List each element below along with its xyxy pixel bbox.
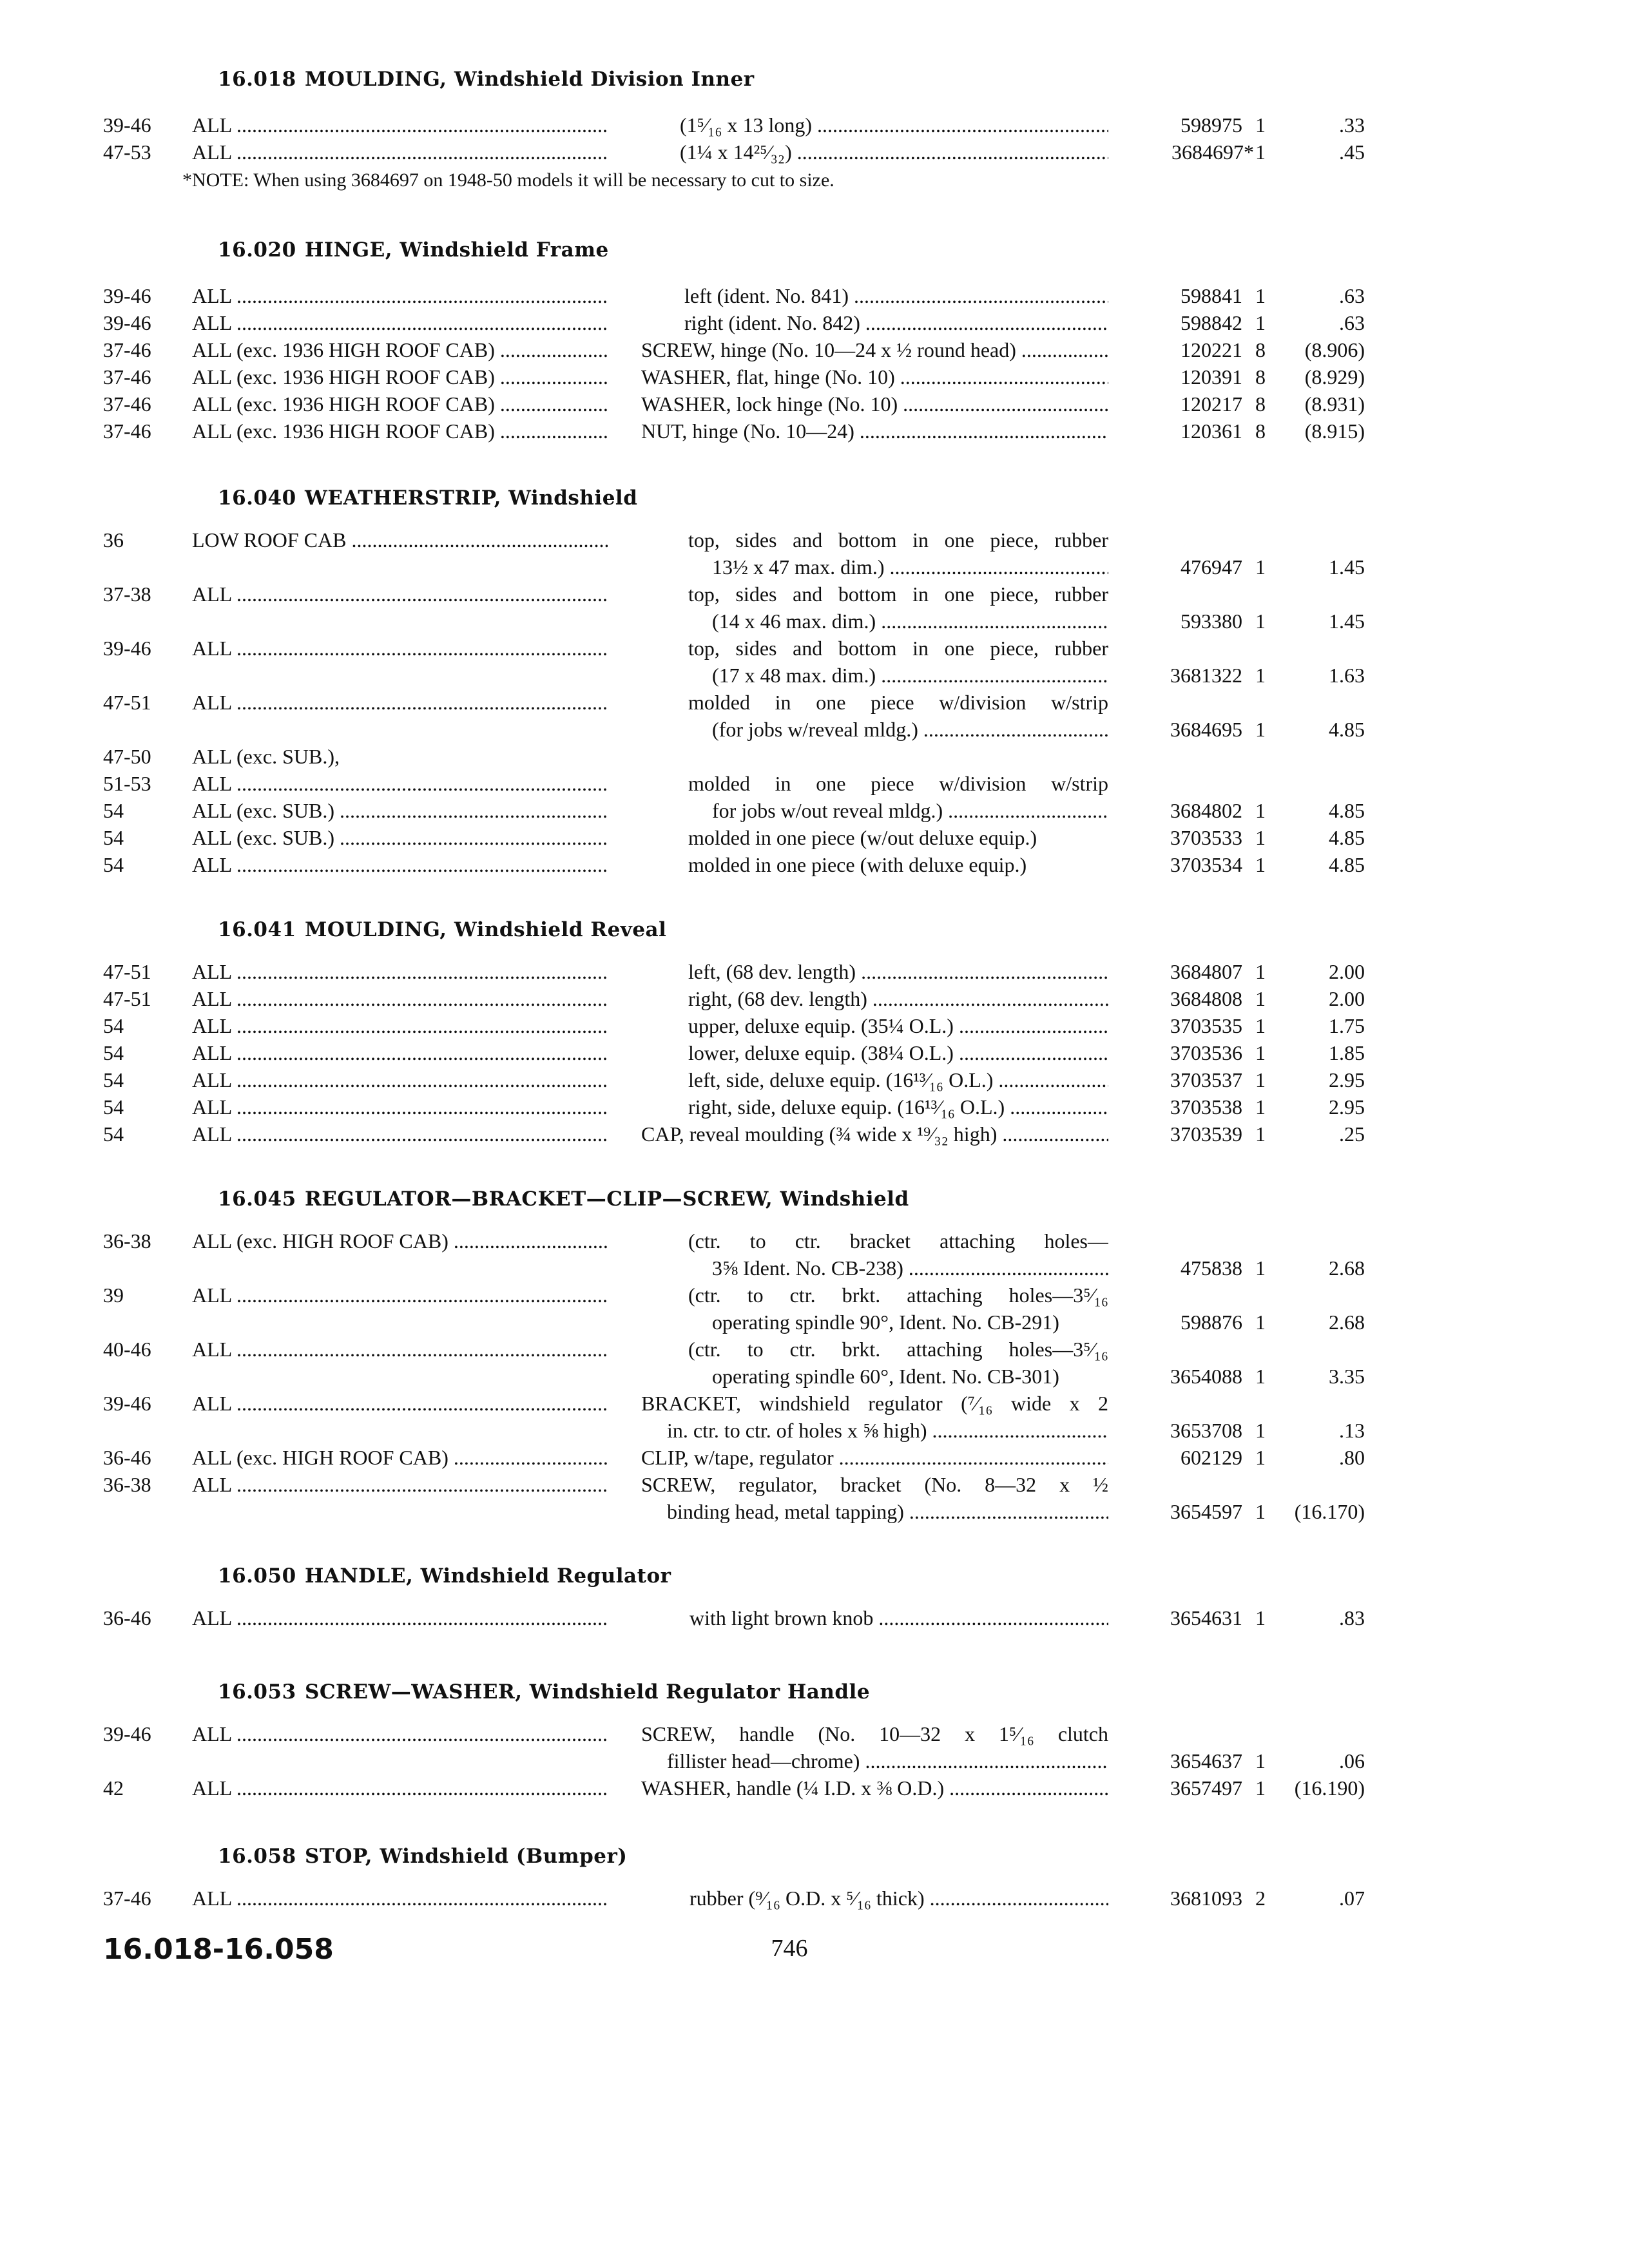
year-range: 36-46 — [103, 1606, 151, 1629]
model: ALL (exc. SUB.) ..... — [192, 797, 608, 824]
year-range: 54 — [103, 1068, 124, 1091]
description: WASHER, flat, hinge (No. 10) ..... — [641, 363, 1108, 390]
section-heading — [218, 1845, 627, 1868]
quantity: 1 — [1255, 1122, 1266, 1146]
model: ALL ..... — [192, 1336, 608, 1363]
description: right (ident. No. 842) ..... — [684, 309, 1108, 336]
year-range: 54 — [103, 1095, 124, 1119]
section-title: WEATHERSTRIP, Windshield — [305, 486, 638, 510]
quantity: 1 — [1255, 311, 1266, 334]
description: top, sides and bottom in one piece, rubber — [688, 637, 1108, 660]
price: 1.75 — [1329, 1014, 1365, 1037]
model: ALL ..... — [192, 581, 608, 608]
year-range: 54 — [103, 1041, 124, 1064]
model: LOW ROOF CAB ..... — [192, 526, 608, 553]
section-heading — [218, 1187, 909, 1211]
year-range: 39-46 — [103, 1392, 151, 1415]
price: .63 — [1339, 284, 1365, 307]
parts-row — [0, 581, 1629, 608]
quantity: 1 — [1255, 799, 1266, 822]
price: 2.68 — [1329, 1256, 1365, 1280]
price: 1.63 — [1329, 664, 1365, 687]
model: ALL ..... — [192, 1720, 608, 1747]
parts-row — [0, 336, 1629, 363]
parts-row — [0, 1254, 1629, 1282]
part-number: 3703538 — [1170, 1095, 1242, 1119]
price: .80 — [1339, 1446, 1365, 1469]
quantity: 1 — [1255, 1446, 1266, 1469]
part-number: 3654631 — [1170, 1606, 1242, 1629]
part-number: 3657497 — [1170, 1776, 1242, 1800]
model: ALL ..... — [192, 985, 608, 1012]
model: ALL ..... — [192, 958, 608, 985]
part-number: 120361 — [1181, 419, 1242, 443]
year-range: 47-50 — [103, 745, 151, 768]
price: .45 — [1339, 140, 1365, 164]
section-heading — [218, 238, 609, 262]
description: (1⁵⁄₁₆ x 13 long) ..... — [680, 111, 1108, 139]
description: WASHER, handle (¼ I.D. x ⅜ O.D.) ..... — [641, 1774, 1108, 1802]
description: molded in one piece (w/out deluxe equip.) — [688, 826, 1037, 849]
description: left, side, deluxe equip. (16¹³⁄₁₆ O.L.) ..... — [688, 1066, 1108, 1093]
year-range: 47-53 — [103, 140, 151, 164]
section-heading — [218, 68, 755, 91]
description: with light brown knob ..... — [689, 1604, 1108, 1631]
price: (16.170) — [1294, 1500, 1365, 1523]
model: ALL ..... — [192, 1066, 608, 1093]
parts-row — [0, 526, 1629, 553]
quantity: 1 — [1255, 664, 1266, 687]
model: ALL ..... — [192, 770, 608, 797]
price: 1.45 — [1329, 555, 1365, 579]
parts-row — [0, 1066, 1629, 1093]
description: operating spindle 60°, Ident. No. CB-301) — [712, 1365, 1059, 1388]
year-range: 39-46 — [103, 637, 151, 660]
year-range: 37-46 — [103, 419, 151, 443]
year-range: 54 — [103, 826, 124, 849]
year-range: 36-38 — [103, 1473, 151, 1496]
quantity: 2 — [1255, 1887, 1266, 1910]
section-number: 16.050 — [218, 1564, 296, 1588]
parts-row — [0, 1720, 1629, 1747]
parts-row — [0, 1012, 1629, 1039]
section-number: 16.053 — [218, 1680, 296, 1704]
description: 3⅝ Ident. No. CB-238) ..... — [712, 1254, 1108, 1282]
model: ALL ..... — [192, 1390, 608, 1417]
footer-section-range: 16.018-16.058 — [103, 1933, 334, 1966]
model: ALL (exc. HIGH ROOF CAB) ..... — [192, 1444, 608, 1471]
quantity: 1 — [1255, 610, 1266, 633]
quantity: 1 — [1255, 1095, 1266, 1119]
parts-row — [0, 1282, 1629, 1309]
section-number: 16.018 — [218, 68, 296, 91]
year-range: 54 — [103, 799, 124, 822]
part-number: 598841 — [1181, 284, 1242, 307]
quantity: 1 — [1255, 555, 1266, 579]
price: (8.915) — [1304, 419, 1365, 443]
model: ALL ..... — [192, 1093, 608, 1120]
parts-row — [0, 1093, 1629, 1120]
description: WASHER, lock hinge (No. 10) ..... — [641, 390, 1108, 418]
parts-row — [0, 824, 1629, 851]
description: (ctr. to ctr. brkt. attaching holes—3⁵⁄₁₆ — [688, 1338, 1108, 1361]
parts-row — [0, 635, 1629, 662]
year-range: 37-46 — [103, 365, 151, 389]
part-number: 3703536 — [1170, 1041, 1242, 1064]
quantity: 1 — [1255, 1256, 1266, 1280]
price: .07 — [1339, 1887, 1365, 1910]
year-range: 37-38 — [103, 582, 151, 606]
description: left, (68 dev. length) ..... — [688, 958, 1108, 985]
part-number: 598842 — [1181, 311, 1242, 334]
model: ALL (exc. 1936 HIGH ROOF CAB) ..... — [192, 418, 608, 445]
year-range: 54 — [103, 1014, 124, 1037]
price: 2.95 — [1329, 1095, 1365, 1119]
page-number: 746 — [771, 1935, 808, 1962]
description: (ctr. to ctr. bracket attaching holes— — [688, 1229, 1108, 1253]
price: .13 — [1339, 1419, 1365, 1442]
description: SCREW, regulator, bracket (No. 8—32 x ½ — [641, 1473, 1108, 1496]
price: 2.00 — [1329, 960, 1365, 983]
quantity: 1 — [1255, 718, 1266, 741]
part-number: 3684802 — [1170, 799, 1242, 822]
description: (ctr. to ctr. brkt. attaching holes—3⁵⁄₁₆ — [688, 1283, 1108, 1307]
parts-row — [0, 1039, 1629, 1066]
model: ALL (exc. 1936 HIGH ROOF CAB) ..... — [192, 363, 608, 390]
parts-row — [0, 390, 1629, 418]
model: ALL ..... — [192, 635, 608, 662]
section-number: 16.020 — [218, 238, 296, 262]
year-range: 39-46 — [103, 1722, 151, 1745]
description: top, sides and bottom in one piece, rubber — [688, 582, 1108, 606]
description: right, side, deluxe equip. (16¹³⁄₁₆ O.L.) ..... — [688, 1093, 1108, 1120]
parts-row — [0, 1417, 1629, 1444]
parts-row — [0, 716, 1629, 743]
quantity: 1 — [1255, 987, 1266, 1010]
year-range: 36-38 — [103, 1229, 151, 1253]
description: BRACKET, windshield regulator (⁷⁄₁₆ wide x 2 — [641, 1392, 1108, 1415]
parts-row — [0, 553, 1629, 581]
price: .63 — [1339, 311, 1365, 334]
model: ALL ..... — [192, 1885, 608, 1912]
part-number: 3703537 — [1170, 1068, 1242, 1091]
model: ALL ..... — [192, 851, 608, 878]
description: molded in one piece w/division w/strip — [688, 772, 1108, 795]
part-number: 3681093 — [1170, 1887, 1242, 1910]
section-title: REGULATOR—BRACKET—CLIP—SCREW, Windshield — [305, 1187, 909, 1211]
parts-row — [0, 1227, 1629, 1254]
description: binding head, metal tapping) ..... — [667, 1498, 1108, 1525]
part-number: 3703533 — [1170, 826, 1242, 849]
price: .25 — [1339, 1122, 1365, 1146]
price: 1.85 — [1329, 1041, 1365, 1064]
section-title: MOULDING, Windshield Reveal — [305, 918, 667, 941]
description: molded in one piece w/division w/strip — [688, 691, 1108, 714]
parts-row — [0, 363, 1629, 390]
year-range: 51-53 — [103, 772, 151, 795]
price: (16.190) — [1294, 1776, 1365, 1800]
part-number: 598975 — [1181, 113, 1242, 137]
price: 4.85 — [1329, 799, 1365, 822]
description: top, sides and bottom in one piece, rubber — [688, 528, 1108, 552]
section-number: 16.040 — [218, 486, 296, 510]
description: SCREW, handle (No. 10—32 x 1⁵⁄₁₆ clutch — [641, 1722, 1108, 1745]
quantity: 1 — [1255, 1419, 1266, 1442]
description: (1¼ x 14²⁵⁄₃₂) ..... — [680, 139, 1108, 166]
section-heading — [218, 918, 666, 941]
model: ALL ..... — [192, 1282, 608, 1309]
parts-row — [0, 608, 1629, 635]
model: ALL ..... — [192, 111, 608, 139]
part-number: 3654597 — [1170, 1500, 1242, 1523]
parts-row — [0, 111, 1629, 139]
parts-row — [0, 1336, 1629, 1363]
model: ALL ..... — [192, 1604, 608, 1631]
description: (14 x 46 max. dim.) ..... — [712, 608, 1108, 635]
quantity: 1 — [1255, 284, 1266, 307]
quantity: 8 — [1255, 419, 1266, 443]
year-range: 47-51 — [103, 691, 151, 714]
part-number: 3703535 — [1170, 1014, 1242, 1037]
parts-row — [0, 743, 1629, 770]
part-number: 602129 — [1181, 1446, 1242, 1469]
year-range: 39-46 — [103, 284, 151, 307]
price: 4.85 — [1329, 853, 1365, 876]
part-number: 3653708 — [1170, 1419, 1242, 1442]
year-range: 42 — [103, 1776, 124, 1800]
section-title: HANDLE, Windshield Regulator — [305, 1564, 671, 1588]
price: 2.00 — [1329, 987, 1365, 1010]
part-number: 3681322 — [1170, 664, 1242, 687]
price: .33 — [1339, 113, 1365, 137]
quantity: 1 — [1255, 1014, 1266, 1037]
price: 2.95 — [1329, 1068, 1365, 1091]
part-number: 3703539 — [1170, 1122, 1242, 1146]
year-range: 36 — [103, 528, 124, 552]
quantity: 1 — [1255, 826, 1266, 849]
year-range: 37-46 — [103, 1887, 151, 1910]
description: (for jobs w/reveal mldg.) ..... — [712, 716, 1108, 743]
section-number: 16.041 — [218, 918, 296, 941]
description: (17 x 48 max. dim.) ..... — [712, 662, 1108, 689]
model: ALL ..... — [192, 1774, 608, 1802]
parts-row — [0, 1363, 1629, 1390]
model: ALL (exc. 1936 HIGH ROOF CAB) ..... — [192, 390, 608, 418]
description: lower, deluxe equip. (38¼ O.L.) ..... — [688, 1039, 1108, 1066]
description: in. ctr. to ctr. of holes x ⅝ high) ..... — [667, 1417, 1108, 1444]
year-range: 37-46 — [103, 338, 151, 361]
parts-row — [0, 418, 1629, 445]
year-range: 37-46 — [103, 392, 151, 416]
description: rubber (⁹⁄₁₆ O.D. x ⁵⁄₁₆ thick) ..... — [689, 1885, 1108, 1912]
parts-row — [0, 797, 1629, 824]
quantity: 1 — [1255, 1749, 1266, 1773]
quantity: 1 — [1255, 1365, 1266, 1388]
model: ALL ..... — [192, 689, 608, 716]
model: ALL (exc. SUB.), — [192, 745, 340, 768]
section-heading — [218, 486, 637, 510]
year-range: 54 — [103, 853, 124, 876]
year-range: 36-46 — [103, 1446, 151, 1469]
price: 4.85 — [1329, 718, 1365, 741]
section-number: 16.058 — [218, 1845, 296, 1868]
part-number: 593380 — [1181, 610, 1242, 633]
part-number: 3684695 — [1170, 718, 1242, 741]
parts-row — [0, 139, 1629, 166]
description: CAP, reveal moulding (¾ wide x ¹⁹⁄₃₂ high) ..... — [641, 1120, 1108, 1148]
part-number: 3684808 — [1170, 987, 1242, 1010]
parts-row — [0, 282, 1629, 309]
part-number: 476947 — [1181, 555, 1242, 579]
model: ALL ..... — [192, 1471, 608, 1498]
section-title: STOP, Windshield (Bumper) — [305, 1845, 628, 1868]
price: .06 — [1339, 1749, 1365, 1773]
model: ALL ..... — [192, 1120, 608, 1148]
part-number: 120391 — [1181, 365, 1242, 389]
parts-row — [0, 770, 1629, 797]
parts-row — [0, 662, 1629, 689]
parts-row — [0, 1747, 1629, 1774]
part-number: 3703534 — [1170, 853, 1242, 876]
quantity: 1 — [1255, 853, 1266, 876]
parts-row — [0, 689, 1629, 716]
quantity: 8 — [1255, 365, 1266, 389]
parts-row — [0, 1390, 1629, 1417]
section-number: 16.045 — [218, 1187, 296, 1211]
year-range: 47-51 — [103, 960, 151, 983]
quantity: 1 — [1255, 960, 1266, 983]
quantity: 1 — [1255, 1311, 1266, 1334]
price: .83 — [1339, 1606, 1365, 1629]
price: 2.68 — [1329, 1311, 1365, 1334]
description: molded in one piece (with deluxe equip.) — [688, 853, 1027, 876]
part-number: 3654637 — [1170, 1749, 1242, 1773]
quantity: 1 — [1255, 113, 1266, 137]
quantity: 1 — [1255, 140, 1266, 164]
model: ALL ..... — [192, 282, 608, 309]
year-range: 39 — [103, 1283, 124, 1307]
parts-row — [0, 958, 1629, 985]
year-range: 39-46 — [103, 311, 151, 334]
section-title: SCREW—WASHER, Windshield Regulator Handle — [305, 1680, 871, 1704]
parts-row — [0, 309, 1629, 336]
section-heading — [218, 1564, 671, 1588]
description: right, (68 dev. length) ..... — [688, 985, 1108, 1012]
parts-row — [0, 985, 1629, 1012]
parts-row — [0, 1309, 1629, 1336]
part-number: 3684697* — [1171, 140, 1254, 164]
part-number: 120217 — [1181, 392, 1242, 416]
model: ALL ..... — [192, 1012, 608, 1039]
model: ALL ..... — [192, 309, 608, 336]
quantity: 8 — [1255, 338, 1266, 361]
description: CLIP, w/tape, regulator ..... — [641, 1444, 1108, 1471]
parts-row — [0, 1120, 1629, 1148]
section-heading — [218, 1680, 870, 1704]
price: 3.35 — [1329, 1365, 1365, 1388]
section-title: HINGE, Windshield Frame — [305, 238, 609, 262]
part-number: 3654088 — [1170, 1365, 1242, 1388]
description: 13½ x 47 max. dim.) ..... — [712, 553, 1108, 581]
year-range: 39-46 — [103, 113, 151, 137]
part-number: 598876 — [1181, 1311, 1242, 1334]
model: ALL ..... — [192, 139, 608, 166]
year-range: 40-46 — [103, 1338, 151, 1361]
parts-row — [0, 1604, 1629, 1631]
description: for jobs w/out reveal mldg.) ..... — [712, 797, 1108, 824]
parts-row — [0, 851, 1629, 878]
price: (8.929) — [1304, 365, 1365, 389]
quantity: 8 — [1255, 392, 1266, 416]
description: upper, deluxe equip. (35¼ O.L.) ..... — [688, 1012, 1108, 1039]
part-number: 3684807 — [1170, 960, 1242, 983]
description: left (ident. No. 841) ..... — [684, 282, 1108, 309]
model: ALL (exc. SUB.) ..... — [192, 824, 608, 851]
model: ALL (exc. 1936 HIGH ROOF CAB) ..... — [192, 336, 608, 363]
model: ALL ..... — [192, 1039, 608, 1066]
price: 1.45 — [1329, 610, 1365, 633]
description: SCREW, hinge (No. 10—24 x ½ round head) ..... — [641, 336, 1108, 363]
section-note: *NOTE: When using 3684697 on 1948-50 models it will be necessary to cut to size. — [182, 169, 834, 191]
section-title: MOULDING, Windshield Division Inner — [305, 68, 755, 91]
parts-row — [0, 1885, 1629, 1912]
parts-row — [0, 1774, 1629, 1802]
year-range: 54 — [103, 1122, 124, 1146]
price: (8.906) — [1304, 338, 1365, 361]
part-number: 475838 — [1181, 1256, 1242, 1280]
parts-row — [0, 1471, 1629, 1498]
quantity: 1 — [1255, 1068, 1266, 1091]
description: NUT, hinge (No. 10—24) ..... — [641, 418, 1108, 445]
quantity: 1 — [1255, 1606, 1266, 1629]
part-number: 120221 — [1181, 338, 1242, 361]
quantity: 1 — [1255, 1041, 1266, 1064]
year-range: 47-51 — [103, 987, 151, 1010]
model: ALL (exc. HIGH ROOF CAB) ..... — [192, 1227, 608, 1254]
description: operating spindle 90°, Ident. No. CB-291) — [712, 1311, 1059, 1334]
quantity: 1 — [1255, 1500, 1266, 1523]
price: 4.85 — [1329, 826, 1365, 849]
parts-row — [0, 1444, 1629, 1471]
parts-row — [0, 1498, 1629, 1525]
quantity: 1 — [1255, 1776, 1266, 1800]
description: fillister head—chrome) ..... — [667, 1747, 1108, 1774]
price: (8.931) — [1304, 392, 1365, 416]
